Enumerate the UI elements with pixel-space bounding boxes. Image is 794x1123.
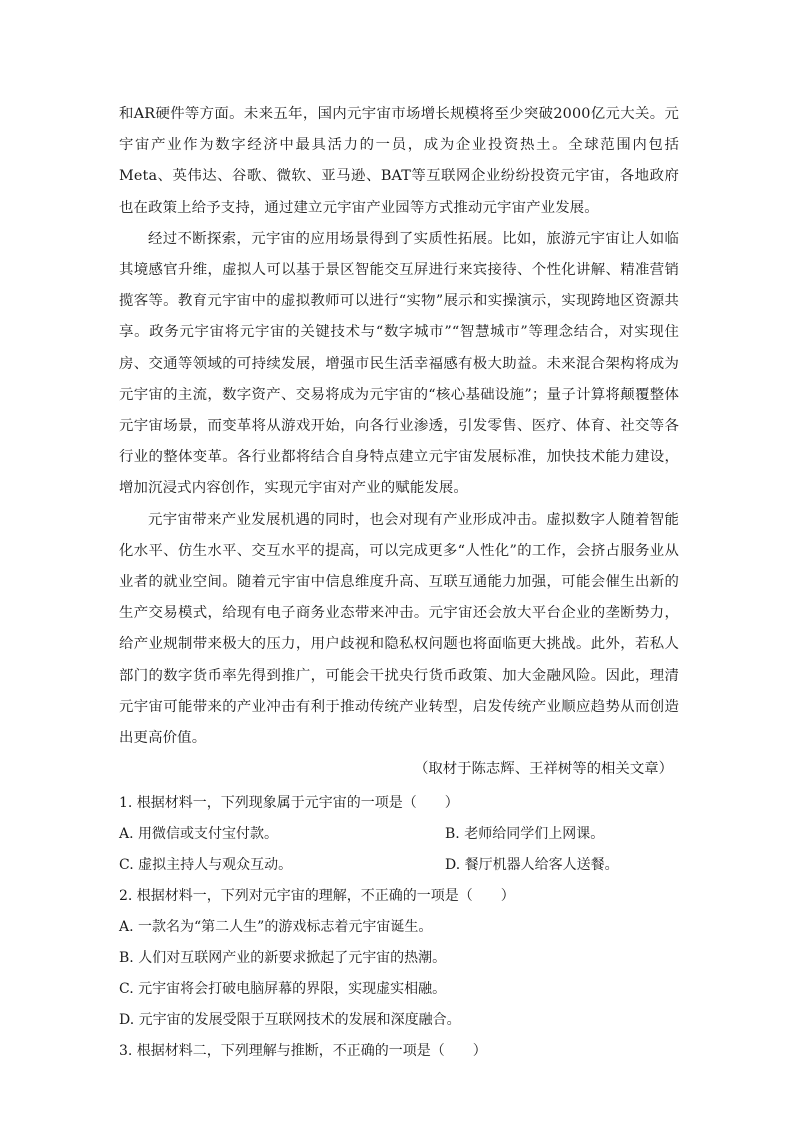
question-stem: 2. 根据材料一，下列对元宇宙的理解，不正确的一项是（ ） [119, 888, 515, 905]
question-stem: 1. 根据材料一，下列现象属于元宇宙的一项是（ ） [119, 795, 459, 812]
article-paragraph-2: 经过不断探索，元宇宙的应用场景得到了实质性拓展。比如，旅游元宇宙让人如临其境感官升维，虚拟人可以基于景区智能交互屏进行来宾接待、个性化讲解、精准营销揽客等。教育元宇宙中的虚拟教师可以进行“实物”展示和实操演示，实现跨地区资源共享。政务元宇宙将元宇宙的关键技术与“数字城市”“智慧城市”等理念结合，对实现住房、交通等领域的可持续发展，增强市民生活幸福感有极大助益。未来混合架构将成为元宇宙的主流，数字资产、交易将成为元宇宙的“核心基础设施”；量子计算将颠覆整体元宇宙场景，而变革将从游戏开始，向各行业渗透，引发零售、医疗、体育、社交等各行业的整体变革。各行业都将结合自身特点建立元宇宙发展标准，加快技术能力建设，增加沉浸式内容创作，实现元宇宙对产业的赋能发展。 [119, 230, 679, 497]
question-1 [119, 788, 679, 881]
option-b: B. 老师给同学们上网课。 [445, 826, 605, 843]
option-d: D. 元宇宙的发展受限于互联网技术的发展和深度融合。 [119, 1012, 461, 1029]
document-page [119, 99, 679, 1067]
option-d: D. 餐厅机器人给客人送餐。 [445, 857, 619, 874]
question-3 [119, 1036, 679, 1067]
option-c: C. 元宇宙将会打破电脑屏幕的界限，实现虚实相融。 [119, 981, 447, 998]
question-stem: 3. 根据材料二，下列理解与推断，不正确的一项是（ ） [119, 1043, 487, 1060]
option-b: B. 人们对互联网产业的新要求掀起了元宇宙的热潮。 [119, 950, 447, 967]
option-a: A. 一款名为“第二人生”的游戏标志着元宇宙诞生。 [119, 919, 433, 936]
article-paragraph-3: 元宇宙带来产业发展机遇的同时，也会对现有产业形成冲击。虚拟数字人随着智能化水平、仿生水平、交互水平的提高，可以完成更多“人性化”的工作，会挤占服务业从业者的就业空间。随着元宇宙中信息维度升高、互联互通能力加强，可能会催生出新的生产交易模式，给现有电子商务业态带来冲击。元宇宙还会放大平台企业的垄断势力，给产业规制带来极大的压力，用户歧视和隐私权问题也将面临更大挑战。此外，若私人部门的数字货币率先得到推广，可能会干扰央行货币政策、加大金融风险。因此，理清元宇宙可能带来的产业冲击有利于推动传统产业转型，启发传统产业顺应趋势从而创造出更高价值。 [119, 511, 679, 747]
option-a: A. 用微信或支付宝付款。 [119, 826, 279, 843]
article-source: （取材于陈志辉、王祥树等的相关文章） [413, 761, 673, 778]
option-c: C. 虚拟主持人与观众互动。 [119, 857, 293, 874]
question-2 [119, 881, 679, 1036]
options-row [119, 819, 679, 850]
options-row [119, 850, 679, 881]
article-paragraph-1: 和AR硬件等方面。未来五年，国内元宇宙市场增长规模将至少突破2000亿元大关。元宇宙产业作为数字经济中最具活力的一员，成为企业投资热土。全球范围内包括Meta、英伟达、谷歌、微软、亚马逊、BAT等互联网企业纷纷投资元宇宙，各地政府也在政策上给予支持，通过建立元宇宙产业园等方式推动元宇宙产业发展。 [119, 106, 679, 216]
